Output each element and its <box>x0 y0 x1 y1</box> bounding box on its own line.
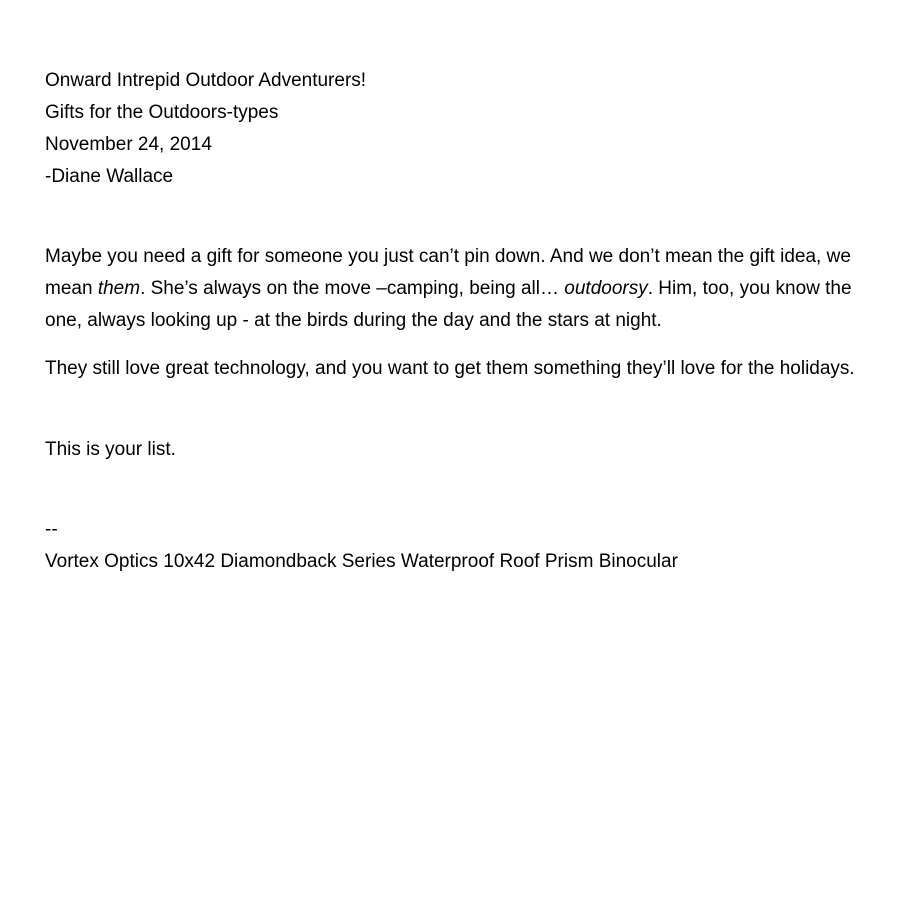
intro-text-3: . Him, too, you know the one, always looking up - at the birds during the day and the stars at night. <box>45 278 852 331</box>
separator-text: -- <box>45 519 58 540</box>
intro-emphasis-them: them <box>97 278 141 299</box>
document-author: -Diane Wallace <box>45 166 174 187</box>
document-subtitle: Gifts for the Outdoors-types <box>45 102 279 123</box>
intro-emphasis-outdoorsy: outdoorsy <box>564 278 648 299</box>
intro-paragraph <box>45 241 875 337</box>
product-title: Vortex Optics 10x42 Diamondback Series Waterproof Roof Prism Binocular <box>45 551 678 572</box>
technology-paragraph: They still love great technology, and you want to get them something they’ll love for the holidays. <box>45 358 855 379</box>
list-intro-paragraph: This is your list. <box>45 439 176 460</box>
intro-text-2: . She’s always on the move –camping, being all… <box>140 278 565 299</box>
document-date: November 24, 2014 <box>45 134 212 155</box>
document-title: Onward Intrepid Outdoor Adventurers! <box>45 70 367 91</box>
intro-text-1: Maybe you need a gift for someone you just can’t pin down. And we don’t mean the gift idea, we mean <box>45 246 851 299</box>
